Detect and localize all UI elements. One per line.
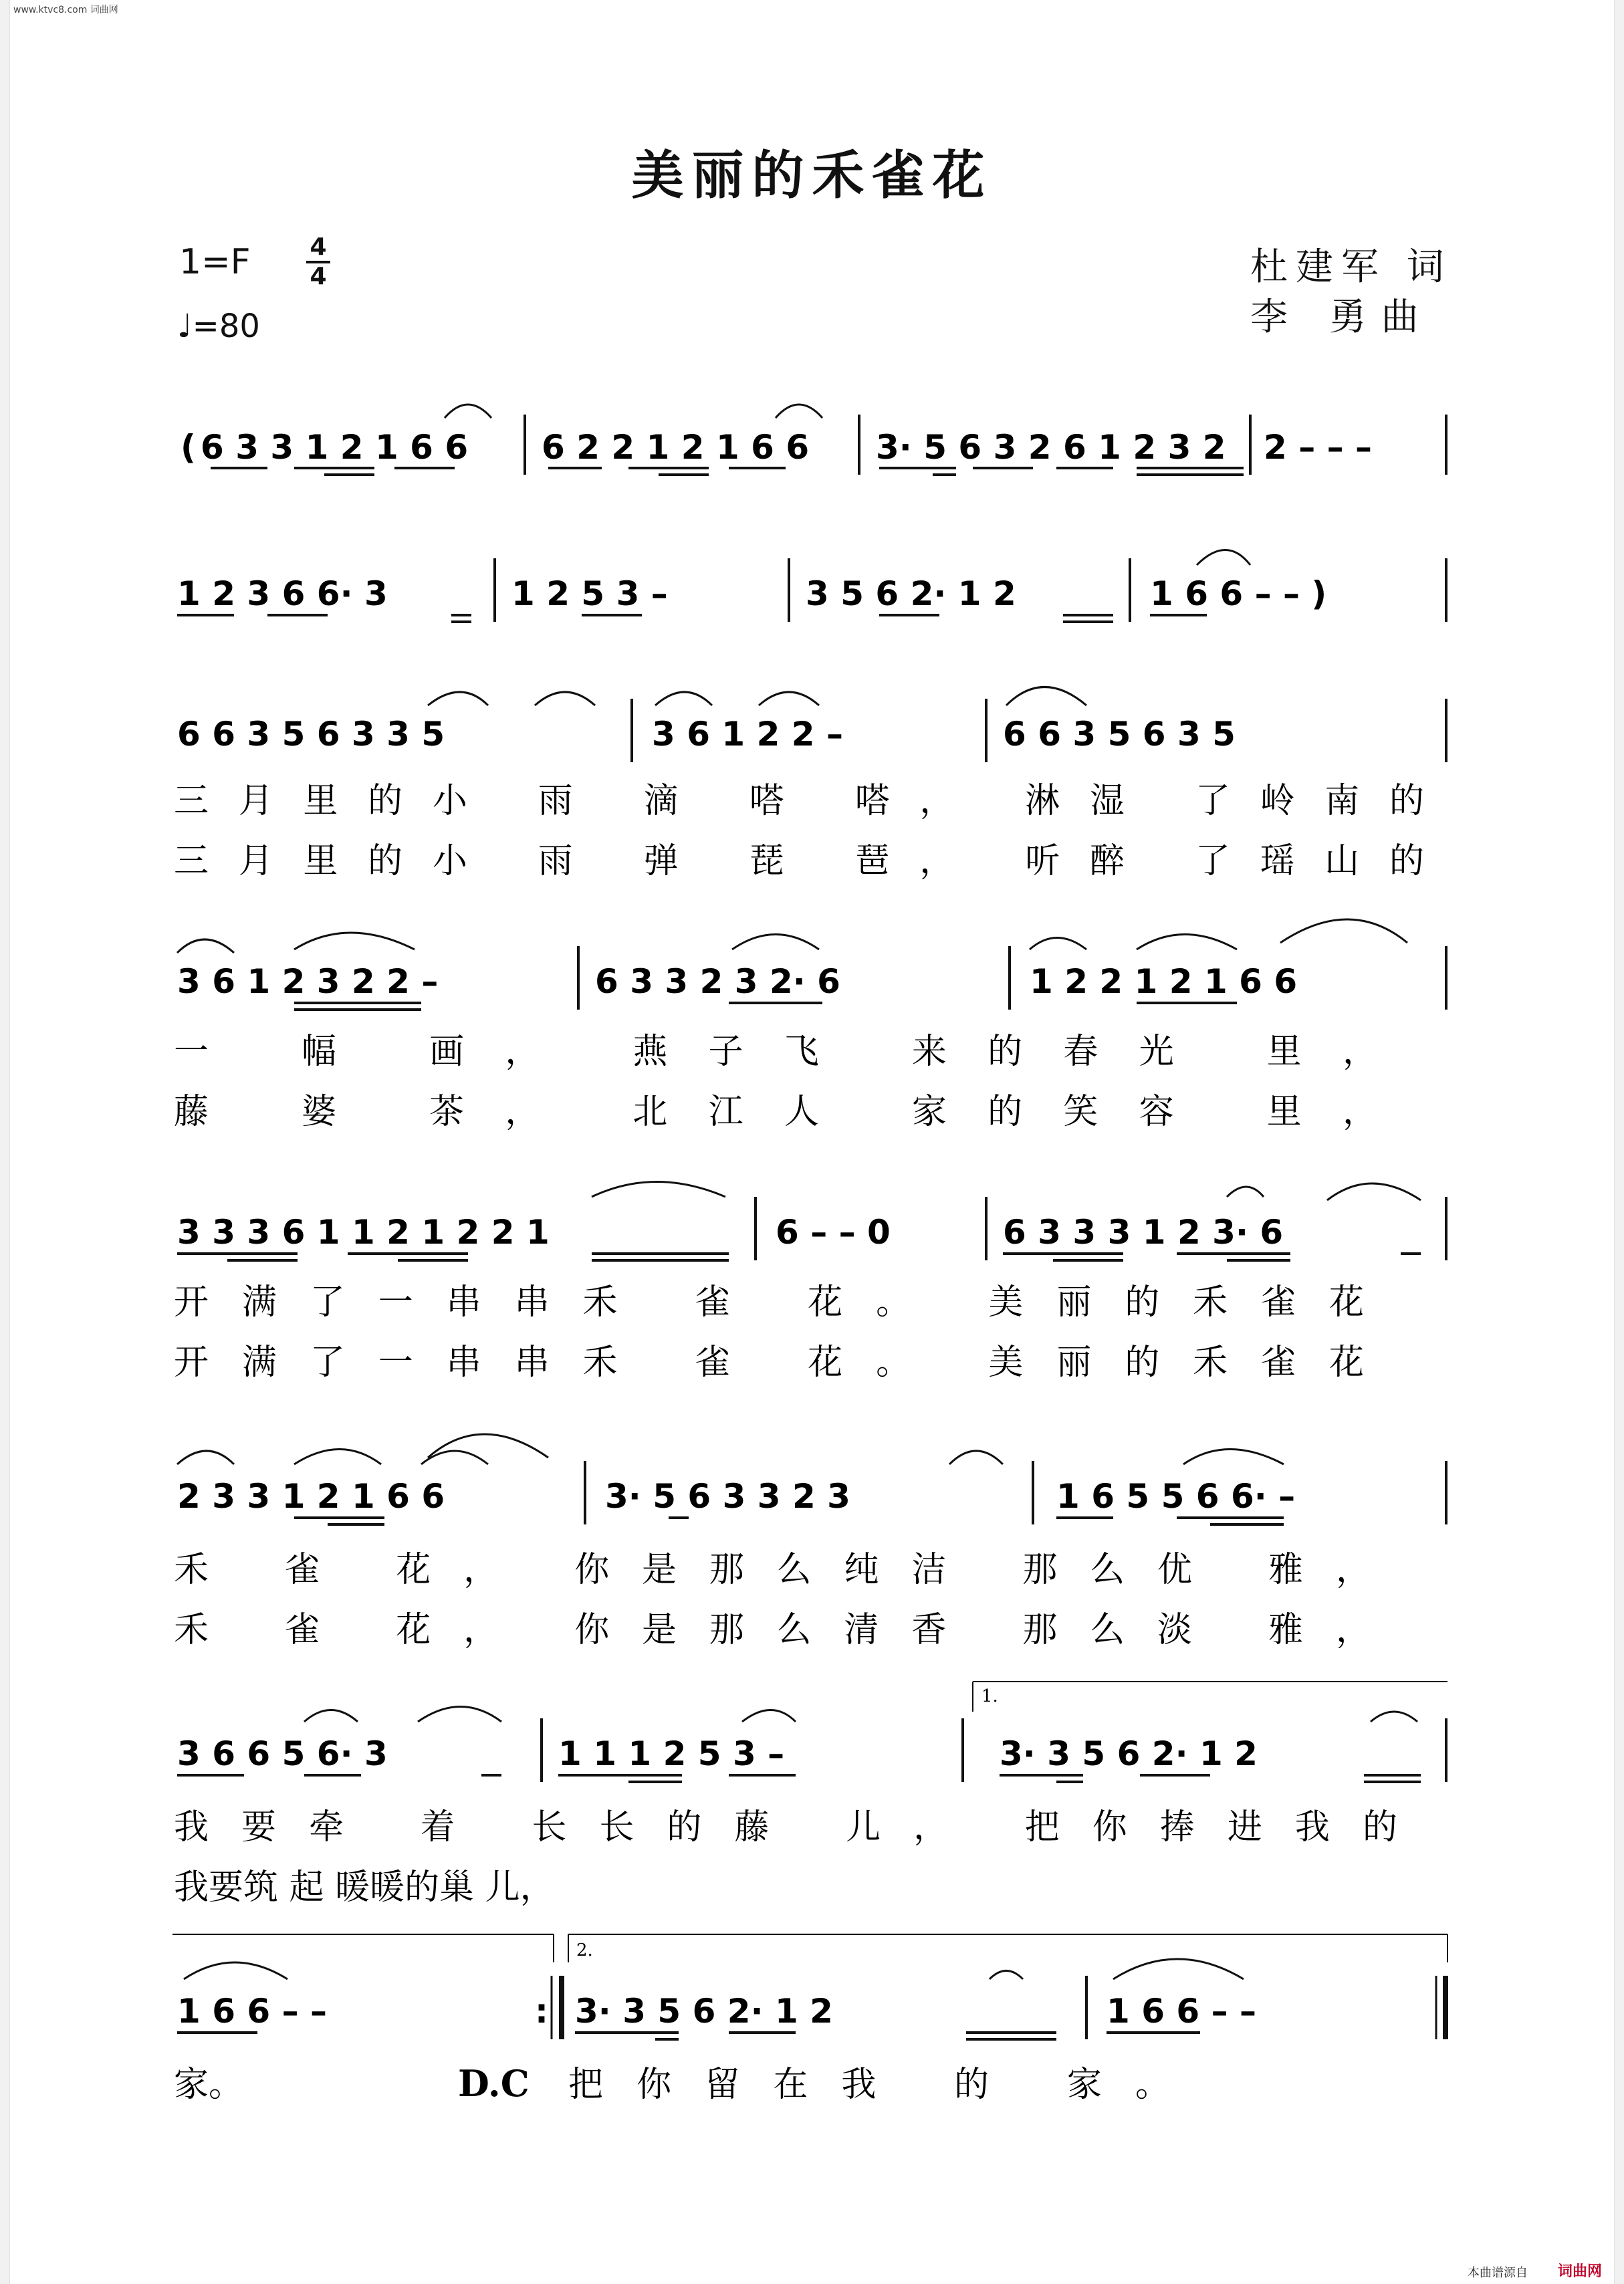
lyrics-s3-v1: 三月里的小 雨 滴 嗒 嗒， 淋湿 了岭南的 xyxy=(174,781,1425,821)
lyrics-s6-v2: 禾 雀 花， 你是那么清香 那么淡 雅， xyxy=(174,1610,1371,1650)
notes-s3-m3: 6 6 3 5 6 3 5 xyxy=(1003,715,1236,754)
notes-s1-m2: 6 2 2 1 2 1 6 6 xyxy=(542,428,810,467)
lyrics-s7-v1: 我要牵 着 长长的藤 儿， 把你捧进我的 xyxy=(174,1807,1397,1847)
notes-s8-m1: 1 6 6 – – xyxy=(177,1992,327,2031)
lyrics-s4-v1: 一 幅 画， 燕子飞 来的春光 里， xyxy=(174,1032,1377,1072)
lyrics-s4-v2: 藤 婆 茶， 北江人 家的笑容 里， xyxy=(174,1092,1377,1132)
notes-s7-m2: 1 1 1 2 5 3 – xyxy=(558,1734,785,1773)
notes-s8-m3: 1 6 6 – – xyxy=(1107,1992,1256,2031)
dc-marking: D.C xyxy=(458,2062,530,2105)
time-signature-bottom: 4 xyxy=(310,263,327,290)
system-2 xyxy=(177,550,1446,622)
composer-credit: 李 勇曲 xyxy=(1250,296,1433,339)
system-1 xyxy=(181,405,1446,475)
lyricist-credit: 杜建军 词 xyxy=(1250,245,1452,289)
notes-s2-m1: 1 2 3 6 6· 3 xyxy=(177,574,388,613)
lyrics-s8-end: 把你留在我 的 家。 xyxy=(568,2065,1170,2105)
notes-s4-m1: 3 6 1 2 3 2 2 – xyxy=(177,962,439,1001)
watermark-text: www.ktvc8.com 词曲网 xyxy=(13,5,118,15)
volta-1-bracket xyxy=(973,1682,1447,1712)
notes-s3-m2: 3 6 1 2 2 – xyxy=(652,715,843,754)
notes-s5-m3: 6 3 3 3 1 2 3· 6 xyxy=(1003,1213,1284,1252)
notes-s2-m2: 1 2 5 3 – xyxy=(511,574,668,613)
notes-s7-m1: 3 6 6 5 6· 3 xyxy=(177,1734,388,1773)
song-title: 美丽的禾雀花 xyxy=(631,146,993,206)
notes-s3-m1: 6 6 3 5 6 3 3 5 xyxy=(177,715,445,754)
system-5 xyxy=(174,1182,1446,1383)
notes-s2-m3: 3 5 6 2· 1 2 xyxy=(806,574,1016,613)
lyrics-s3-v2: 三月里的小 雨 弹 琵 琶， 听醉 了瑶山的 xyxy=(174,841,1425,881)
notes-s6-m3: 1 6 5 5 6 6· – xyxy=(1056,1477,1296,1516)
notes-s6-m1: 2 3 3 1 2 1 6 6 xyxy=(177,1477,445,1516)
notes-s5-m1: 3 3 3 6 1 1 2 1 2 2 1 xyxy=(177,1213,550,1252)
notes-s8-m2: 3· 3 5 6 2· 1 2 xyxy=(575,1992,833,2031)
tempo-marking: ♩=80 xyxy=(177,308,260,345)
system-3 xyxy=(174,687,1446,882)
notes-s4-m2: 6 3 3 2 3 2· 6 xyxy=(595,962,840,1001)
lyrics-s5-v2: 开满了一串串禾 雀 花。 美丽的禾雀花 xyxy=(174,1343,1365,1383)
volta-1-continuation xyxy=(172,1934,554,1962)
volta-2-label: 2. xyxy=(576,1940,593,1960)
notes-s6-m2: 3· 5 6 3 3 2 3 xyxy=(605,1477,850,1516)
footer-source-note: 本曲谱源自 xyxy=(1468,2266,1528,2280)
system-6 xyxy=(174,1434,1446,1650)
lyrics-s7-v2: 我要筑 起 暖暖的巢 儿， xyxy=(174,1867,555,1908)
lyrics-s8-start: 家。 xyxy=(174,2065,244,2105)
system-4 xyxy=(174,919,1446,1132)
notes-s5-m2: 6 – – 0 xyxy=(776,1213,891,1252)
notes-s1-m3: 3· 5 6 3 2 6 1 2 3 2 xyxy=(876,428,1226,467)
notes-s4-m3: 1 2 2 1 2 1 6 6 xyxy=(1030,962,1298,1001)
system-8 xyxy=(174,1959,1445,2105)
lyrics-s6-v1: 禾 雀 花， 你是那么纯洁 那么优 雅， xyxy=(174,1550,1371,1590)
lyrics-s5-v1: 开满了一串串禾 雀 花。 美丽的禾雀花 xyxy=(174,1282,1365,1323)
notes-s2-m4: 1 6 6 – – ) xyxy=(1150,574,1327,613)
volta-2-bracket xyxy=(568,1934,1447,1962)
system-7 xyxy=(174,1707,1446,1908)
volta-1-label: 1. xyxy=(981,1686,998,1706)
notes-s1-m4: 2 – – – xyxy=(1264,428,1373,467)
notes-s7-m3: 3· 3 5 6 2· 1 2 xyxy=(1000,1734,1258,1773)
time-signature-top: 4 xyxy=(310,233,327,261)
repeat-end-dots: : xyxy=(535,1992,548,2031)
footer-logo: 词曲网 xyxy=(1558,2263,1603,2280)
open-paren: ( xyxy=(181,428,196,467)
key-signature: 1=F xyxy=(179,242,251,282)
notes-s1-m1: 6 3 3 1 2 1 6 6 xyxy=(201,428,469,467)
